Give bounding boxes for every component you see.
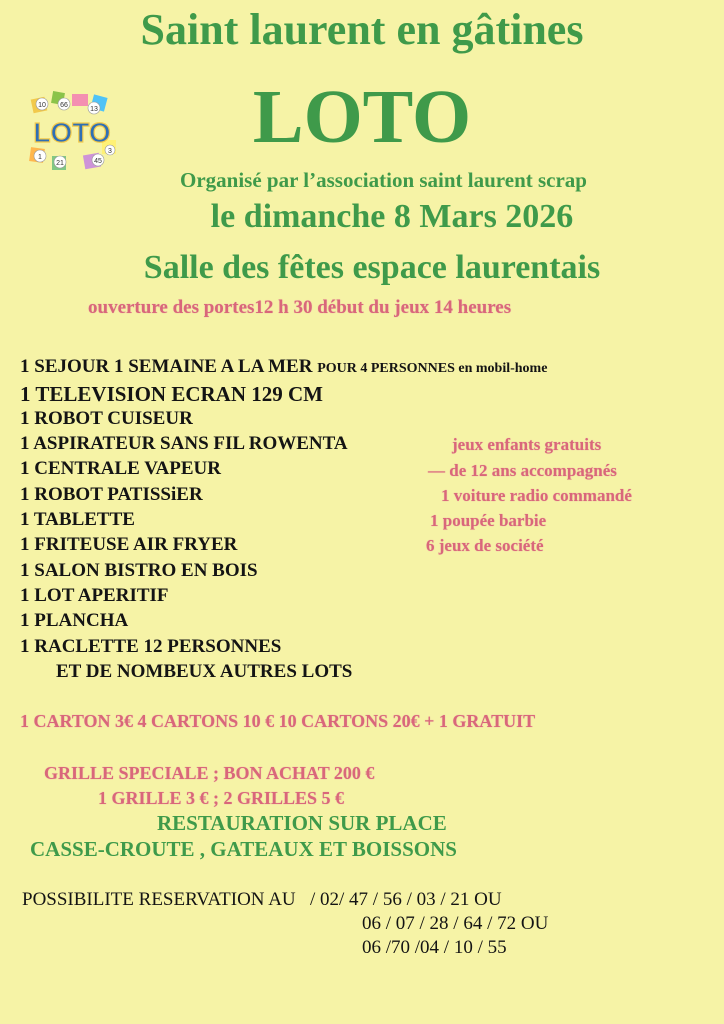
- prize-others: ET DE NOMBEUX AUTRES LOTS: [56, 661, 353, 682]
- food-title: RESTAURATION SUR PLACE: [157, 811, 447, 835]
- prize-item: 1 FRITEUSE AIR FRYER: [20, 534, 238, 555]
- logo-ball-6: 45: [94, 158, 102, 165]
- event-title: LOTO: [252, 75, 472, 159]
- hours-line: ouverture des portes12 h 30 début du jeux 14 heures: [88, 297, 512, 318]
- grille-title: GRILLE SPECIALE ; BON ACHAT 200 €: [44, 763, 375, 783]
- logo-ball-1: 10: [38, 102, 46, 109]
- prize-sejour-main: 1 SEJOUR 1 SEMAINE A LA MER: [20, 356, 313, 377]
- reservation-phone-2: 06 / 07 / 28 / 64 / 72 OU: [362, 913, 549, 934]
- logo-text: LOTO: [33, 117, 111, 148]
- organizer-line: Organisé par l’association saint laurent scrap: [180, 168, 587, 192]
- grille-prices: 1 GRILLE 3 € ; 2 GRILLES 5 €: [98, 788, 345, 808]
- prize-item: 1 TABLETTE: [20, 509, 135, 530]
- logo-ball-4: 1: [38, 154, 42, 161]
- logo-ball-5: 21: [56, 160, 64, 167]
- prize-item: 1 LOT APERITIF: [20, 585, 169, 606]
- town-title: Saint laurent en gâtines: [140, 5, 584, 54]
- logo-ball-3: 13: [90, 106, 98, 113]
- kids-line: jeux enfants gratuits: [452, 435, 602, 454]
- logo-ball-2: 66: [60, 102, 68, 109]
- reservation-phone-1: / 02/ 47 / 56 / 03 / 21 OU: [310, 889, 502, 910]
- prize-item-sejour: [20, 356, 547, 378]
- kids-line: — de 12 ans accompagnés: [428, 461, 617, 480]
- prize-item: 1 ASPIRATEUR SANS FIL ROWENTA: [20, 433, 348, 454]
- venue-line: Salle des fêtes espace laurentais: [143, 249, 601, 286]
- food-items: CASSE-CROUTE , GATEAUX ET BOISSONS: [30, 837, 457, 861]
- kids-line: 6 jeux de société: [426, 536, 544, 555]
- reservation-phone-3: 06 /70 /04 / 10 / 55: [362, 937, 507, 958]
- kids-line: 1 poupée barbie: [430, 511, 547, 530]
- carton-prices: 1 CARTON 3€ 4 CARTONS 10 € 10 CARTONS 20€ + 1 GRATUIT: [20, 711, 536, 731]
- reservation-label: POSSIBILITE RESERVATION AU: [22, 889, 296, 910]
- prize-item: 1 ROBOT CUISEUR: [20, 408, 193, 429]
- prize-item: 1 CENTRALE VAPEUR: [20, 458, 221, 479]
- prize-item: 1 SALON BISTRO EN BOIS: [20, 560, 258, 581]
- logo-ball-7: 3: [108, 148, 112, 155]
- prize-item: 1 TELEVISION ECRAN 129 CM: [20, 382, 323, 406]
- prize-item: 1 RACLETTE 12 PERSONNES: [20, 636, 282, 657]
- kids-line: 1 voiture radio commandé: [441, 486, 632, 505]
- prize-item: 1 PLANCHA: [20, 610, 129, 631]
- prize-item: 1 ROBOT PATISSiER: [20, 484, 203, 505]
- date-line: le dimanche 8 Mars 2026: [210, 198, 574, 235]
- prize-sejour-suffix: POUR 4 PERSONNES en mobil-home: [317, 361, 548, 376]
